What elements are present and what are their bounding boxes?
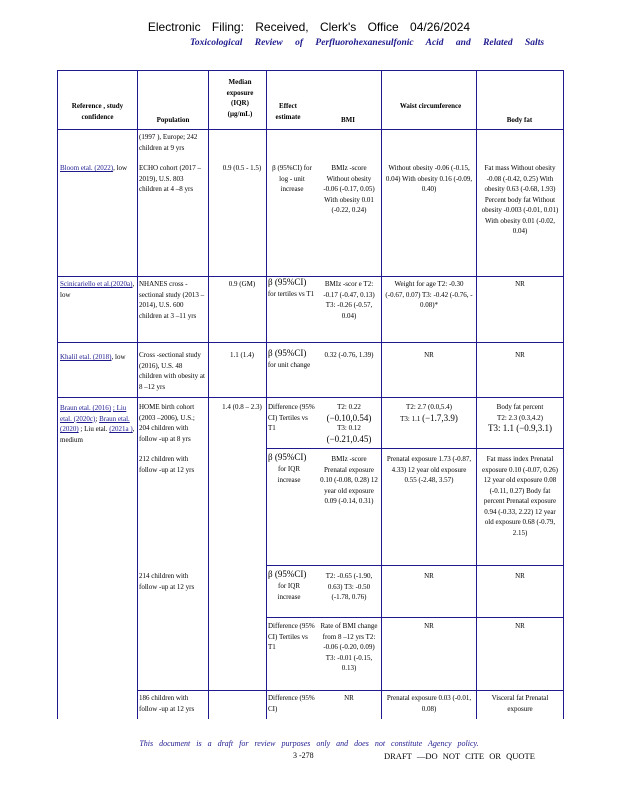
exposure-cell: 1.4 (0.8 – 2.3) bbox=[222, 403, 262, 411]
effect-beta: β (95%CI) bbox=[268, 348, 307, 358]
effect-cell: for tertiles vs T1 bbox=[267, 290, 315, 298]
bodyfat-cell: Visceral fat Prenatal exposure bbox=[491, 694, 549, 713]
bmi-cell: BMIz -scor e T2: -0.17 (-0.47, 0.13) T3: -0.26 (-0.57, 0.04) bbox=[323, 280, 375, 320]
draft-notice: DRAFT —DO NOT CITE OR QUOTE bbox=[384, 751, 535, 761]
reference-link[interactable]: Braun etal. (2016) bbox=[60, 404, 112, 412]
row-divider bbox=[58, 342, 563, 343]
exposure-cell: 0.9 (GM) bbox=[228, 280, 256, 288]
header-population: Population bbox=[156, 116, 190, 124]
effect-beta: β (95%CI) bbox=[268, 452, 307, 462]
bmi-t2: T2: 0.22 bbox=[337, 403, 361, 411]
population-cell: 212 children with follow -up at 12 yrs bbox=[139, 455, 195, 474]
effect-beta: β (95%CI) bbox=[268, 569, 307, 579]
waist-cell: NR bbox=[424, 622, 434, 630]
col-divider bbox=[137, 71, 138, 719]
header-exposure: Median exposure (IQR) (µg/mL) bbox=[226, 78, 254, 118]
effect-cell: β (95%CI) for log - unit increase bbox=[272, 164, 312, 193]
reference-text: ; Liu etal. bbox=[80, 425, 108, 433]
bodyfat-cell: NR bbox=[515, 622, 525, 630]
bodyfat-cell: Fat mass Without obesity -0.08 (-0.42, 0.25) With obesity 0.63 (-0.68, 1.93) Percent body fat Without obesity -0.003 (-0.01, 0.01) With obesity 0.01 (-0.02, 0.04) bbox=[481, 164, 559, 235]
waist-cell: Weight for age T2: -0.30 (-0.67, 0.07) T3: -0.42 (-0.76, - 0.08)* bbox=[385, 280, 473, 309]
reference-link[interactable]: ; Liu etal. (2020c) bbox=[60, 404, 127, 423]
waist-cell: NR bbox=[424, 351, 434, 359]
effect-beta: β (95%CI) bbox=[268, 277, 307, 287]
reference-cell bbox=[60, 403, 136, 445]
row-divider bbox=[266, 448, 563, 449]
bodyfat-cell: NR bbox=[515, 351, 525, 359]
reference-confidence: , low bbox=[60, 280, 135, 299]
bmi-t2-ci: (−0.10,0.54) bbox=[326, 412, 372, 423]
reference-separator: ; bbox=[95, 414, 98, 423]
row-divider bbox=[58, 397, 563, 398]
bodyfat-t3: T3: 1.1 (−0.9,3.1) bbox=[487, 423, 553, 433]
bmi-cell: NR bbox=[344, 694, 354, 702]
row-divider bbox=[137, 690, 563, 691]
bodyfat-t2: T2: 2.3 (0.3,4.2) bbox=[497, 413, 543, 422]
bmi-cell: BMIz -score Prenatal exposure 0.10 (-0.08, 0.28) 12 year old exposure 0.09 (-0.14, 0.31) bbox=[320, 455, 378, 505]
col-divider bbox=[208, 71, 209, 719]
effect-cell: for IQR increase bbox=[277, 582, 301, 601]
effect-cell: Difference (95% CI) bbox=[268, 694, 315, 713]
reference-cell bbox=[60, 352, 136, 363]
effect-cell: Difference (95% CI) Tertiles vs T1 bbox=[268, 403, 315, 432]
reference-cell bbox=[60, 279, 136, 300]
exposure-cell: 1.1 (1.4) bbox=[230, 351, 254, 359]
bmi-cell: Rate of BMI change from 8 –12 yrs T2: -0.06 (-0.20, 0.09) T3: -0.01 (-0.15, 0.13) bbox=[320, 622, 378, 672]
bmi-cell: T2: -0.65 (-1.90, 0.63) T3: -0.50 (-1.78, 0.76) bbox=[325, 572, 373, 601]
reference-link[interactable]: Braun etal. (2020) bbox=[60, 414, 130, 433]
results-table bbox=[57, 70, 564, 719]
col-divider bbox=[476, 71, 477, 719]
reference-link[interactable]: Bloom etal. (2022) bbox=[60, 164, 114, 172]
waist-cell: Prenatal exposure 1.73 (-0.87, 4.33) 12 year old exposure 0.55 (-2.48, 3.57) bbox=[386, 455, 472, 484]
header-bmi: BMI bbox=[341, 116, 355, 124]
effect-cell: for IQR increase bbox=[277, 465, 301, 484]
bmi-t3-ci: (−0.21,0.45) bbox=[326, 433, 372, 444]
bmi-cell: 0.32 (-0.76, 1.39) bbox=[324, 351, 374, 359]
waist-t3-ci: (−1.7,3.9) bbox=[422, 412, 458, 423]
waist-cell: NR bbox=[424, 572, 434, 580]
population-cell: NHANES cross - sectional study (2013 –2014), U.S. 600 children at 3 –11 yrs bbox=[139, 280, 205, 320]
header-reference: Reference , study confidence bbox=[71, 102, 124, 121]
bodyfat-cell: NR bbox=[515, 572, 525, 580]
page-number: 3 -278 bbox=[293, 751, 314, 760]
filing-header: Electronic Filing: Received, Clerk's Office 04/26/2024 bbox=[147, 20, 471, 34]
reference-confidence: , low bbox=[111, 353, 126, 361]
header-waist: Waist circumference bbox=[399, 102, 462, 110]
waist-cell: Prenatal exposure 0.03 (-0.01, 0.08) bbox=[386, 694, 472, 713]
row-divider bbox=[58, 129, 563, 130]
reference-confidence: , medium bbox=[60, 425, 135, 444]
population-cell: ECHO cohort (2017 – 2019), U.S. 803 children at 4 –8 yrs bbox=[139, 164, 202, 193]
effect-cell: for unit change bbox=[267, 361, 311, 369]
waist-cell: Without obesity -0.06 (-0.15, 0.04) With obesity 0.16 (-0.09, 0.40) bbox=[385, 164, 473, 193]
reference-link[interactable]: (2021a ) bbox=[109, 425, 133, 433]
bodyfat-label: Body fat percent bbox=[496, 403, 544, 411]
reference-confidence: , low bbox=[113, 164, 128, 172]
bmi-cell bbox=[320, 402, 378, 444]
effect-cell: Difference (95% CI) Tertiles vs T1 bbox=[268, 622, 315, 651]
exposure-cell: 0.9 (0.5 - 1.5) bbox=[222, 164, 262, 172]
population-cell: 186 children with follow -up at 12 yrs bbox=[139, 694, 195, 713]
row-divider bbox=[266, 565, 563, 566]
bmi-cell: BMIz -score Without obesity -0.06 (-0.17, 0.05) With obesity 0.01 (-0.22, 0.24) bbox=[323, 164, 375, 214]
population-cell: (1997 ), Europe; 242 children at 9 yrs bbox=[139, 133, 198, 152]
row-divider bbox=[266, 617, 563, 618]
reference-link[interactable]: Khalil etal. (2018) bbox=[60, 353, 112, 361]
col-divider bbox=[266, 71, 267, 719]
waist-cell bbox=[385, 402, 473, 424]
population-cell: HOME birth cohort (2003 –2006), U.S.; 204 children with follow -up at 8 yrs bbox=[139, 403, 195, 443]
col-divider bbox=[381, 71, 382, 719]
population-cell: 214 children with follow -up at 12 yrs bbox=[139, 572, 195, 591]
population-cell: Cross -sectional study (2016), U.S. 48 children with obesity at 8 –12 yrs bbox=[139, 351, 205, 391]
waist-t2: T2: 2.7 (0.0,5.4) bbox=[406, 403, 452, 411]
reference-link[interactable]: Scinicariello et al.(2020a) bbox=[60, 280, 133, 288]
waist-t3: T3: 1.1 bbox=[400, 414, 421, 423]
bodyfat-cell: NR bbox=[515, 280, 525, 288]
bodyfat-cell: Fat mass index Prenatal exposure 0.10 (-0.07, 0.26) 12 year old exposure 0.08 (-0.11, 0.27) Body fat percent Prenatal exposure 0.94 (-0.33, 2.22) 12 year old exposure 0.68 (-0.79, 2.15) bbox=[481, 455, 558, 537]
header-bodyfat: Body fat bbox=[506, 116, 533, 124]
draft-disclaimer: This document is a draft for review purposes only and does not constitute Agency policy. bbox=[139, 739, 479, 748]
bmi-t3: T3: 0.12 bbox=[337, 424, 361, 432]
header-effect: Effect estimate bbox=[275, 102, 301, 121]
bodyfat-cell bbox=[479, 402, 561, 434]
reference-cell bbox=[60, 163, 136, 174]
document-subtitle: Toxicological Review of Perfluorohexanesulfonic Acid and Related Salts bbox=[190, 38, 545, 48]
